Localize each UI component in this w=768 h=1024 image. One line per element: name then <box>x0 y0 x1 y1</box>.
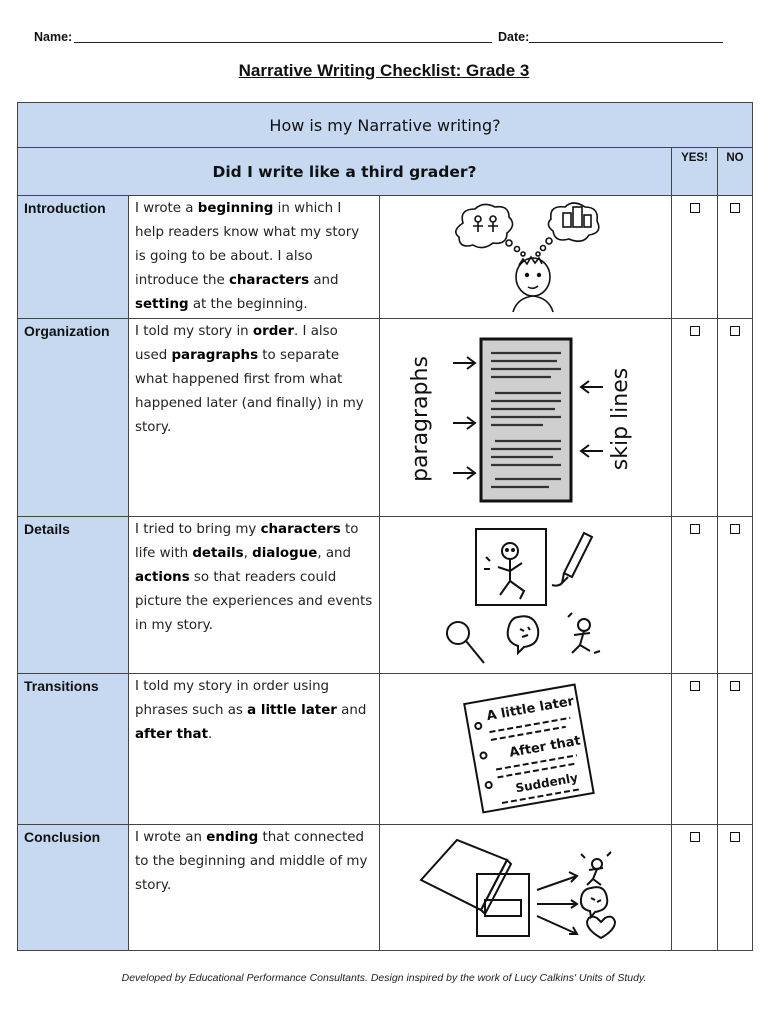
criterion-run: to separate what happened first from what happened later (and finally) in my story. <box>135 348 364 435</box>
yes-checkbox[interactable] <box>690 203 700 213</box>
criterion-run: and <box>336 703 367 718</box>
emphasized-term: dialogue <box>252 546 318 561</box>
category-label: Organization <box>18 319 129 517</box>
paragraphs-label: paragraphs <box>407 355 433 482</box>
no-column-header: NO <box>718 148 753 196</box>
footer-credit: Developed by Educational Performance Consultants. Design inspired by the work of Lucy Calkins' Units of Study. <box>121 972 647 984</box>
emphasized-term: actions <box>135 570 190 585</box>
criterion-run: I told my story in <box>135 324 253 339</box>
emphasized-term: paragraphs <box>171 348 259 363</box>
no-checkbox[interactable] <box>730 203 740 213</box>
grade-question: Did I write like a third grader? <box>18 148 672 196</box>
no-checkbox[interactable] <box>730 326 740 336</box>
thinking-child-icon <box>380 196 672 319</box>
criterion-text <box>129 319 380 517</box>
criterion-run: at the beginning. <box>188 297 308 312</box>
criterion-run: , <box>243 546 253 561</box>
table-row <box>18 825 753 951</box>
open-book-ending-icon <box>380 825 672 951</box>
criterion-text <box>129 196 380 319</box>
criterion-run: I told my story in order using phrases such as <box>135 679 330 718</box>
suddenly-label: Suddenly <box>513 770 579 796</box>
a-little-later-label: A little later <box>485 694 575 725</box>
emphasized-term: order <box>252 324 294 339</box>
after-that-label: After that <box>507 733 582 761</box>
yes-checkbox[interactable] <box>690 832 700 842</box>
yes-checkbox[interactable] <box>690 326 700 336</box>
name-field[interactable] <box>74 42 492 43</box>
student-info-line <box>34 28 734 48</box>
category-label: Conclusion <box>18 825 129 951</box>
details-tools-icon <box>380 517 672 674</box>
criterion-run: I wrote a <box>135 201 198 216</box>
no-checkbox[interactable] <box>730 832 740 842</box>
emphasized-term: setting <box>135 297 189 312</box>
criterion-run: so that readers could picture the experiences and events in my story. <box>135 570 373 633</box>
emphasized-term: ending <box>206 830 259 845</box>
criterion-run: in which I help readers know what my story is going to be about. I also introduce the <box>135 201 360 288</box>
date-field[interactable] <box>529 42 723 43</box>
criterion-run: and <box>309 273 339 288</box>
yes-column-header: YES! <box>672 148 718 196</box>
category-label: Transitions <box>18 674 129 825</box>
checklist-banner: How is my Narrative writing? <box>18 103 753 148</box>
category-label: Details <box>18 517 129 674</box>
criterion-run: to life with <box>135 522 359 561</box>
emphasized-term: after that <box>135 727 208 742</box>
emphasized-term: characters <box>228 273 310 288</box>
category-label: Introduction <box>18 196 129 319</box>
criterion-text <box>129 517 380 674</box>
criterion-text <box>129 825 380 951</box>
criterion-text <box>129 674 380 825</box>
emphasized-term: a little later <box>247 703 337 718</box>
criterion-run: that connected to the beginning and middle of my story. <box>135 830 368 893</box>
page-title: Narrative Writing Checklist: Grade 3 <box>238 61 530 80</box>
emphasized-term: beginning <box>197 201 274 216</box>
yes-checkbox[interactable] <box>690 681 700 691</box>
table-row <box>18 674 753 825</box>
paragraphs-page-icon <box>380 319 672 517</box>
emphasized-term: characters <box>260 522 341 537</box>
skip-lines-label: skip lines <box>607 367 633 470</box>
emphasized-term: details <box>192 546 244 561</box>
date-label: Date: <box>498 30 530 44</box>
no-checkbox[interactable] <box>730 681 740 691</box>
criterion-run: I wrote an <box>135 830 207 845</box>
name-label: Name: <box>34 30 73 44</box>
no-checkbox[interactable] <box>730 524 740 534</box>
table-row <box>18 517 753 674</box>
transition-notebook-icon <box>380 674 672 825</box>
checklist-table <box>17 102 753 951</box>
table-row <box>18 196 753 319</box>
table-row <box>18 319 753 517</box>
yes-checkbox[interactable] <box>690 524 700 534</box>
criterion-run: . I also used <box>135 324 338 363</box>
criterion-run: . <box>207 727 213 742</box>
criterion-run: , and <box>317 546 352 561</box>
criterion-run: I tried to bring my <box>135 522 261 537</box>
